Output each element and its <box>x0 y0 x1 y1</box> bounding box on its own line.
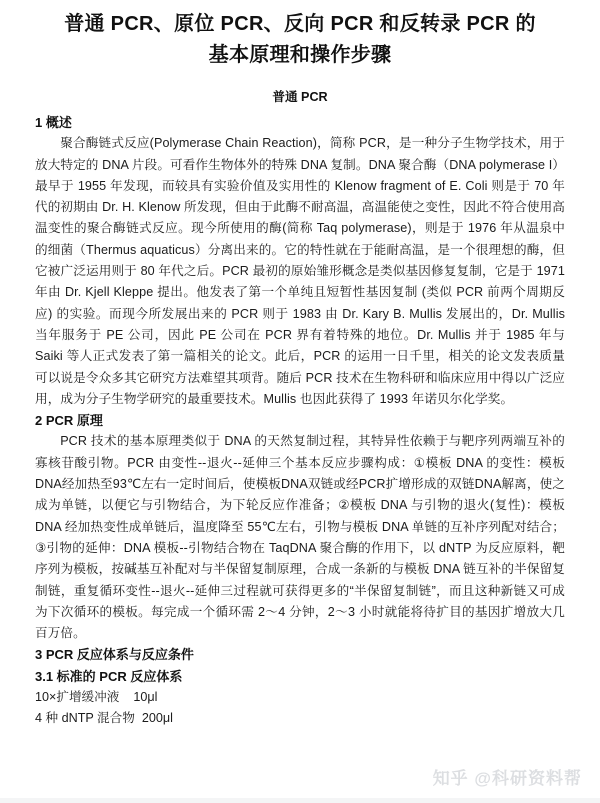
reagent-name-1: 10×扩增缓冲液 <box>35 690 120 705</box>
heading-reaction-system-conditions: 3 PCR 反应体系与反应条件 <box>35 647 194 663</box>
page-title-line-2: 基本原理和操作步骤 <box>208 44 392 66</box>
reagent-row-1 <box>35 687 565 708</box>
reagent-row-2 <box>35 708 565 729</box>
reagent-amount-1: 10μl <box>133 690 158 705</box>
watermark: 知乎 @科研资料帮 <box>432 769 582 788</box>
heading-overview: 1 概述 <box>35 115 72 130</box>
reagent-amount-2: 200μl <box>141 711 173 726</box>
document-subtitle: 普通 PCR <box>272 90 328 104</box>
heading-standard-reaction-system: 3.1 标准的 PCR 反应体系 <box>35 668 183 684</box>
paragraph-pcr-principle: PCR 技术的基本原理类似于 DNA 的天然复制过程，其特异性依赖于与靶序列两端互补的寡核苷酸引物。PCR 由变性--退火--延伸三个基本反应步骤构成：①模板 DNA 的变性：模板DNA经加热至93℃左右一定时间后，使模板DNA双链或经PCR扩增形成的双链DNA解离，使之成为单链，以便它与引物结合，为下轮反应作准备；②模板 DNA 与引物的退火(复性)：模板 DNA 经加热变性成单链后，温度降至 55℃左右，引物与模板 DNA 单链的互补序列配对结合；③引物的延伸：DNA 模板--引物结合物在 TaqDNA 聚合酶的作用下，以 dNTP 为反应原料，靶序列为模板，按碱基互补配对与半保留复制原理，合成一条新的与模板 DNA 链互补的半保留复制链，重复循环变性--退火--延伸三过程就可获得更多的“半保留复制链”，而且这种新链又可成为下次循环的模板。每完成一个循环需 2～4 分钟，2～3 小时就能将待扩目的基因扩增放大几百万倍。 <box>35 434 565 641</box>
page-title <box>35 0 565 71</box>
reagent-name-2: 4 种 dNTP 混合物 <box>35 711 135 726</box>
paragraph-overview: 聚合酶链式反应(Polymerase Chain Reaction)，简称 PCR，是一种分子生物学技术，用于放大特定的 DNA 片段。可看作生物体外的特殊 DNA 复制。DNA 聚合酶（DNA polymerase I）最早于 1955 年发现，而较具有实验价值及实用性的 Klenow fragment of E. Coli 则是于 70 年代的初期由 Dr. H. Klenow 所发现，但由于此酶不耐高温，高温能使之变性，因此不符合使用高温变性的聚合酶链式反应。现今所使用的酶(简称 Taq polymerase)，则是于 1976 年从温泉中的细菌（Thermus aquaticus）分离出来的。它的特性就在于能耐高温，是一个很理想的酶，但它被广泛运用则于 80 年代之后。PCR 最初的原始雏形概念是类似基因修复复制，它是于 1971 年由 Dr. Kjell Kleppe 提出。他发表了第一个单纯且短暂性基因复制 (类似 PCR 前两个周期反应) 的实验。而现今所发展出来的 PCR 则于 1983 由 Dr. Kary B. Mullis 发展出的，Dr. Mullis 当年服务于 PE 公司，因此 PE 公司在 PCR 界有着特殊的地位。Dr. Mullis 并于 1985 年与 Saiki 等人正式发表了第一篇相关的论文。此后，PCR 的运用一日千里，相关的论文发表质量可以说是令众多其它研究方法难望其项背。随后 PCR 技术在生物科研和临床应用中得以广泛应用，成为分子生物学研究的最重要技术。Mullis 也因此获得了 1993 年诺贝尔化学奖。 <box>35 136 565 406</box>
heading-pcr-principle: 2 PCR 原理 <box>35 413 103 429</box>
page-bottom-strip <box>0 798 600 803</box>
page-title-line-1: 普通 PCR、原位 PCR、反向 PCR 和反转录 PCR 的 <box>64 13 536 35</box>
